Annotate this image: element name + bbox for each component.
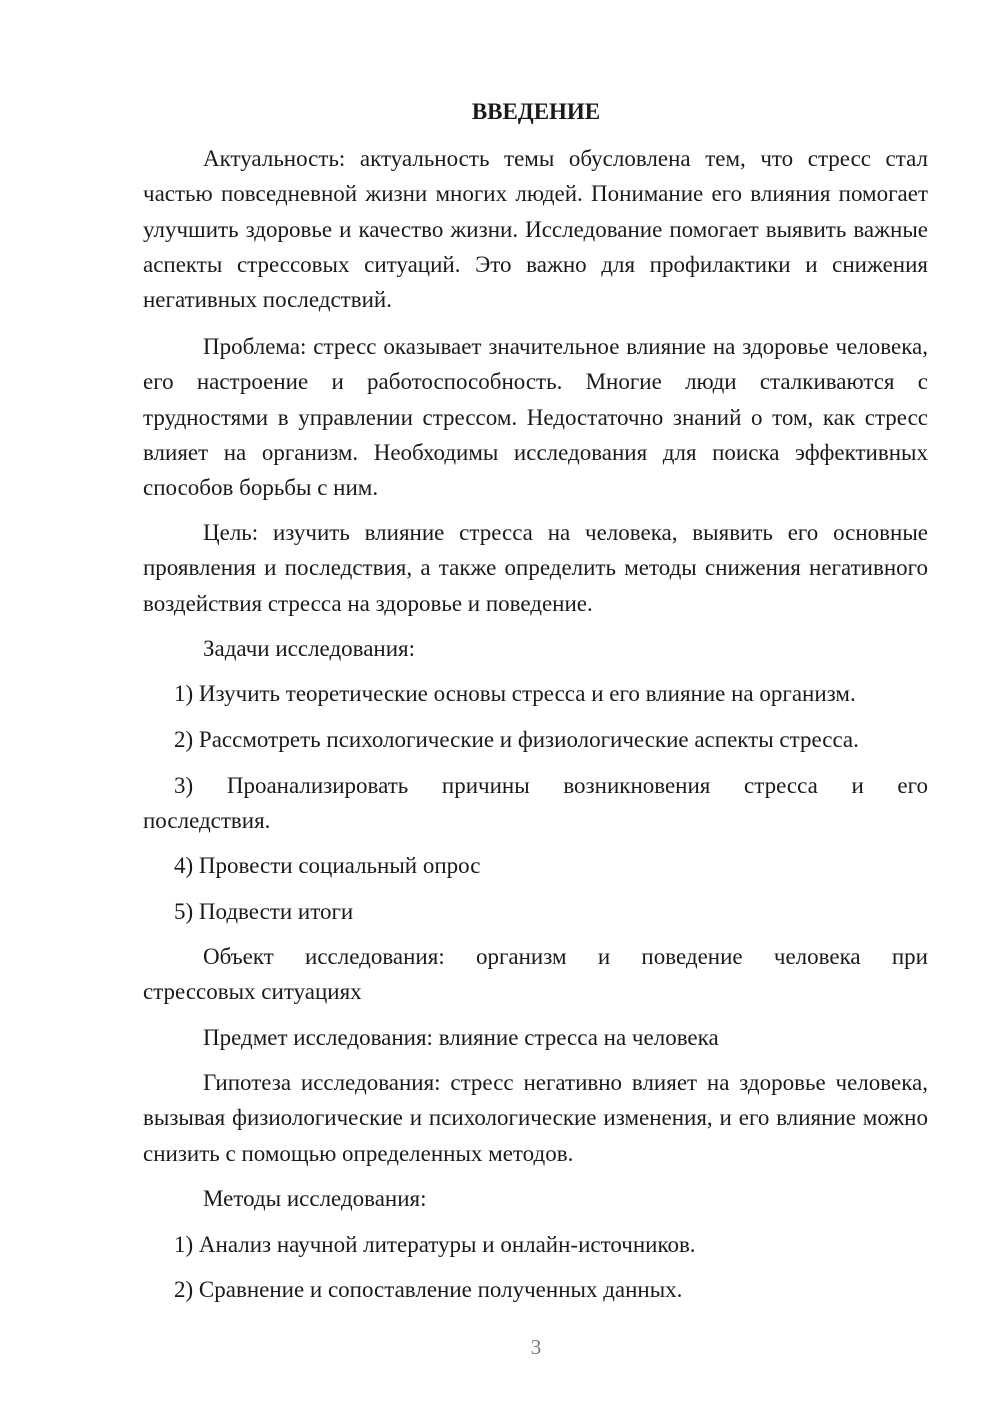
paragraph-relevance: Актуальность: актуальность темы обусловлена тем, что стресс стал частью повседневной жизни многих людей. Понимание его влияния помогает улучшить здоровье и качество жизни. Исследование помогает выявить важные аспекты стрессовых ситуаций. Это важно для профилактики и снижения негативных последствий. <box>143 146 928 313</box>
paragraph-problem: Проблема: стресс оказывает значительное влияние на здоровье человека, его настроение и работоспособность. Многие люди сталкиваются с трудностями в управлении стрессом. Недостаточно знаний о том, как стресс влияет на организм. Необходимы исследования для поиска эффективных способов борьбы с ним. <box>143 334 928 501</box>
task-item-2: 2) Рассмотреть психологические и физиологические аспекты стресса. <box>174 727 859 752</box>
object-line-2: стрессовых ситуациях <box>143 979 362 1004</box>
object-line-1: Объект исследования: организм и поведение человека при <box>203 944 928 969</box>
paragraph-hypothesis: Гипотеза исследования: стресс негативно влияет на здоровье человека, вызывая физиологические и психологические изменения, и его влияние можно снизить с помощью определенных методов. <box>143 1070 928 1166</box>
task-item-3-line-1: 3) Проанализировать причины возникновения стресса и его <box>174 773 928 798</box>
page-number: 3 <box>530 1335 542 1359</box>
page-title: ВВЕДЕНИЕ <box>471 99 601 124</box>
task-item-1: 1) Изучить теоретические основы стресса и его влияние на организм. <box>174 681 856 706</box>
method-item-1: 1) Анализ научной литературы и онлайн-источников. <box>174 1232 696 1257</box>
task-item-4: 4) Провести социальный опрос <box>174 853 481 878</box>
methods-title: Методы исследования: <box>203 1186 427 1211</box>
task-item-3-line-2: последствия. <box>143 808 271 833</box>
subject-paragraph: Предмет исследования: влияние стресса на человека <box>203 1025 719 1050</box>
tasks-title: Задачи исследования: <box>203 636 416 661</box>
method-item-2: 2) Сравнение и сопоставление полученных данных. <box>174 1277 683 1302</box>
paragraph-goal: Цель: изучить влияние стресса на человека, выявить его основные проявления и последствия, а также определить методы снижения негативного воздействия стресса на здоровье и поведение. <box>143 520 928 616</box>
task-item-5: 5) Подвести итоги <box>174 899 354 924</box>
